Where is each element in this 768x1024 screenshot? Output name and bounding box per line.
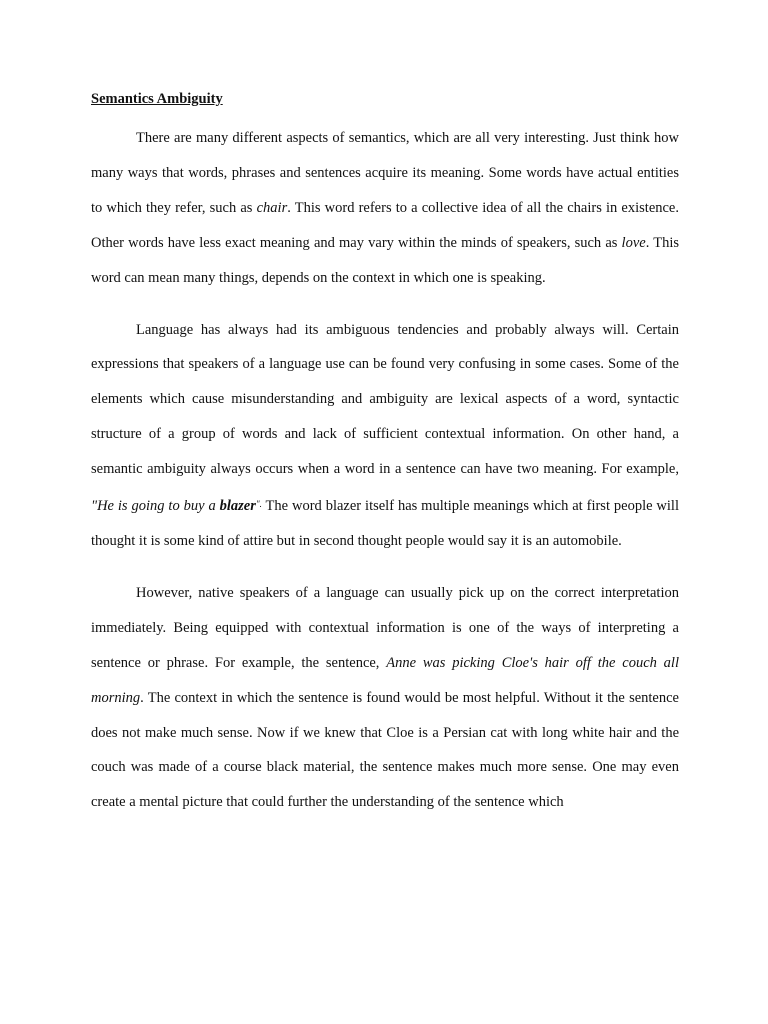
paragraph-1 bbox=[91, 121, 679, 296]
paragraph-3-text-c: . The context in which the sentence is found would be most helpful. Without it the sentence does not make much sense. Now if we knew that Cloe is a Persian cat with long white hair and the couch was made of a course black material, the sentence makes much more sense. One may even create a mental picture that could further the understanding of the sentence which bbox=[91, 689, 679, 811]
paragraph-3-text-a: However, native speakers of a language can usually pick up on the correct interpretation immediately. Being equipped with contextual information is one of the ways of interpreting a sentence or phrase. For example, the sentence, bbox=[91, 584, 679, 671]
paragraph-1-text-a: There are many different aspects of semantics, which are all very interesting. Just think how many ways that words, phrases and sentences acquire its meaning. Some words have actual entities to which they refer, such as bbox=[91, 130, 679, 216]
paragraph-2-bold-blazer: blazer bbox=[219, 498, 256, 515]
document-title: Semantics Ambiguity bbox=[91, 91, 223, 107]
paragraph-2 bbox=[91, 313, 679, 559]
paragraph-2-text-e: The word blazer itself has multiple meanings which at first people will thought it is some kind of attire but in second thought people would say it is an automobile. bbox=[91, 498, 679, 549]
paragraph-2-quote-close: ". bbox=[255, 499, 262, 510]
document-page bbox=[91, 87, 679, 837]
paragraph-3 bbox=[91, 576, 679, 820]
paragraph-1-italic-love: love bbox=[621, 234, 646, 251]
paragraph-2-text-a: Language has always had its ambiguous tendencies and probably always will. Certain expressions that speakers of a language use can be found very confusing in some cases. Some of the elements which cause misunderstanding and ambiguity are lexical aspects of a word, syntactic structure of a group of words and lack of sufficient contextual information. On other hand, a semantic ambiguity always occurs when a word in a sentence can have two meaning. For example, bbox=[91, 321, 679, 478]
paragraph-1-italic-chair: chair bbox=[256, 199, 288, 216]
paragraph-3-italic-example: Anne was picking Cloe's hair off the couch all morning bbox=[91, 654, 679, 706]
paragraph-1-text-c: . This word refers to a collective idea of all the chairs in existence. Other words have less exact meaning and may vary within the minds of speakers, such as bbox=[91, 199, 679, 251]
paragraph-1-text-e: . This word can mean many things, depends on the context in which one is speaking. bbox=[91, 234, 679, 286]
paragraph-2-quote: "He is going to buy a bbox=[91, 498, 220, 515]
